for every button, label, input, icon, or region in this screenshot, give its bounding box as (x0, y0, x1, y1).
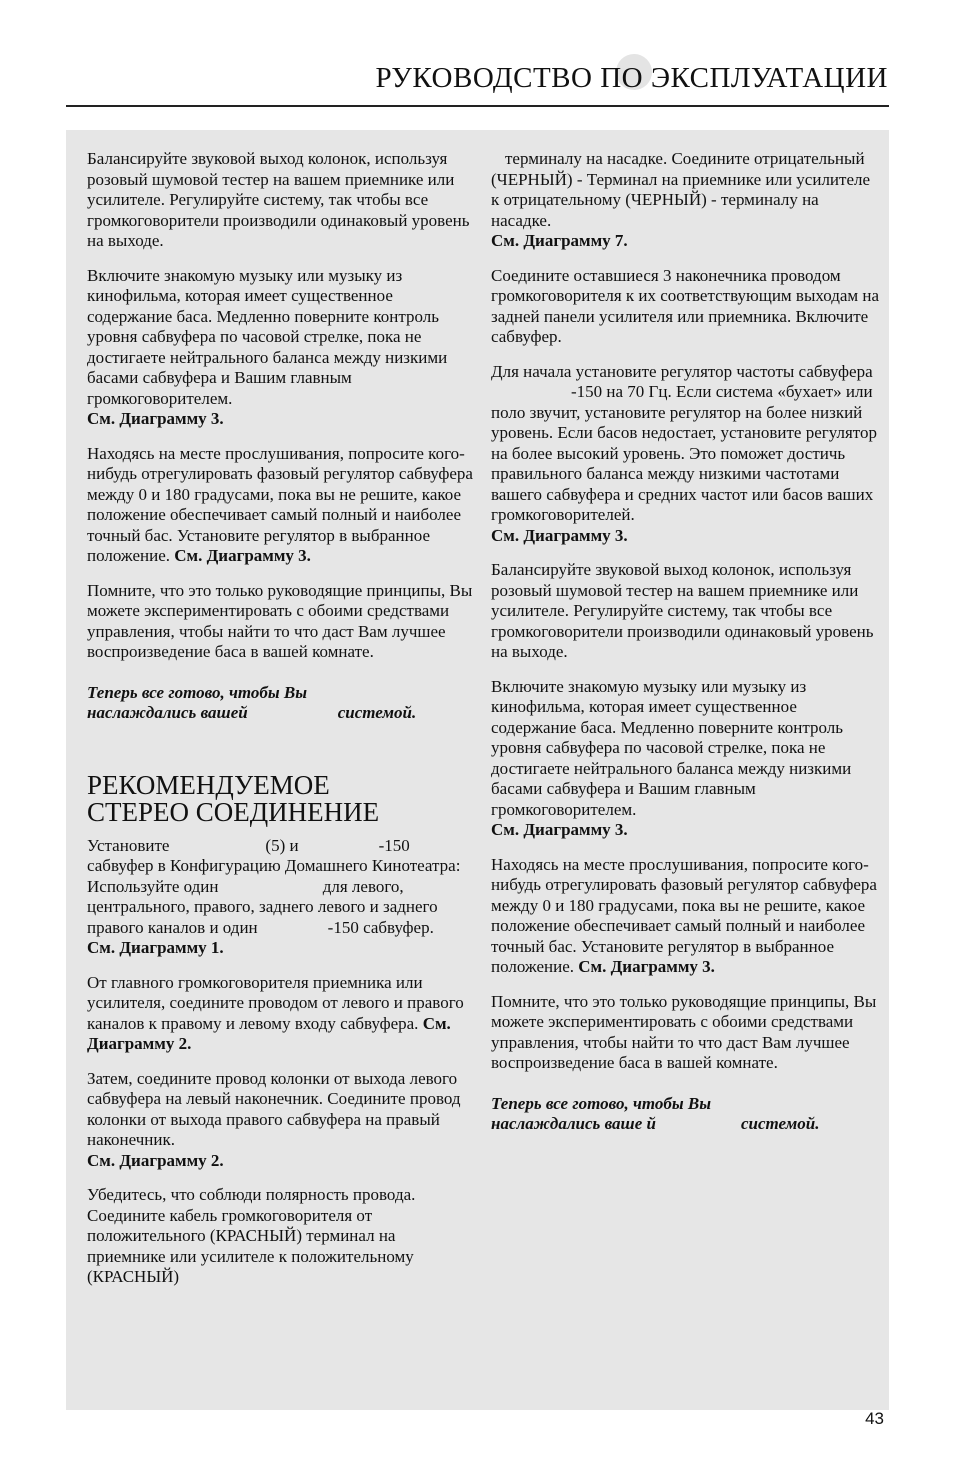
paragraph: Соедините оставшиеся 3 наконечника проводом громкоговорителя к их соответствующим выходам на задней панели усилителя или приемника. Включите сабвуфер. (491, 265, 880, 346)
paragraph: Помните, что это только руководящие принципы, Вы можете экспериментировать с обоими средствами управления, чтобы найти то что даст Вам лучшее воспроизведение баса в вашей комнате. (491, 991, 877, 1072)
paragraph-text: Затем, соедините провод колонки от выхода левого сабвуфера на левый наконечник. Соедините провод колонки от выхода правого сабвуфера на правый наконечник. (87, 1068, 461, 1149)
paragraph-text: От главного громкоговорителя приемника или усилителя, соедините проводом от левого и правого каналов к правому и левому входу сабвуфера. (87, 972, 464, 1033)
paragraph: Балансируйте звуковой выход колонок, используя розовый шумовой тестер на вашем приемнике или усилителе. Регулируйте систему, так чтобы все громкоговорители производили одинаковый уровень на выходе. (491, 560, 874, 661)
paragraph-text: для левого, центрального, правого, заднего левого и заднего правого каналов и один (87, 876, 438, 937)
diagram-reference: См. Диаграмму 3. (174, 546, 311, 565)
diagram-reference: См. Диаграмму 2. (87, 1150, 224, 1170)
heading-line: РЕКОМЕНДУЕМОЕ (87, 769, 330, 800)
paragraph-text: (5) и (265, 835, 299, 855)
note-line: системой. (337, 703, 417, 722)
note-line: наслаждались ваше й (491, 1114, 656, 1133)
closing-note (87, 683, 477, 724)
page-number: 43 (865, 1409, 884, 1428)
note-line: Теперь все готово, чтобы Вы (491, 1093, 712, 1113)
paragraph-text: Находясь на месте прослушивания, попросите кого-нибудь отрегулировать фазовый регулятор сабвуфера между 0 и 180 градусами, пока вы не решите, какое положение обеспечивает самый полный и наиболее точный бас. Установите регулятор в выбранное положение. (491, 854, 877, 976)
paragraph (87, 836, 477, 959)
diagram-reference: См. Диаграмму 3. (87, 409, 224, 428)
paragraph (87, 973, 477, 1055)
closing-note (491, 1094, 881, 1135)
right-column (491, 149, 881, 1149)
paragraph: Убедитесь, что соблюди полярность провода. Соедините кабель громкоговорителя от положительного (КРАСНЫЙ) терминал на приемнике или усилителе к положительному (КРАСНЫЙ) (87, 1185, 416, 1286)
paragraph (491, 677, 881, 841)
left-column (87, 149, 477, 1302)
diagram-reference: См. Диаграмму 3. (491, 820, 628, 839)
diagram-reference: См. Диаграмму 2. (87, 1013, 451, 1053)
paragraph-text: -150 (378, 835, 410, 855)
paragraph: Балансируйте звуковой выход колонок, используя розовый шумовой тестер на вашем приемнике или усилителе. Регулируйте систему, так чтобы все громкоговорители производили одинаковый уровень на выходе. (87, 149, 470, 250)
paragraph-text: -150 сабвуфер. (327, 917, 434, 937)
paragraph: Помните, что это только руководящие принципы, Вы можете экспериментировать с обоими средствами управления, чтобы найти то что даст Вам лучшее воспроизведение баса в вашей комнате. (87, 580, 473, 661)
note-line: Теперь все готово, чтобы Вы (87, 682, 308, 702)
paragraph-text: Для начала установите регулятор частоты сабвуфера (491, 361, 873, 381)
page-title: РУКОВОДСТВО ПО ЭКСПЛУАТАЦИИ (375, 62, 888, 94)
paragraph (491, 149, 881, 252)
header-divider (66, 105, 889, 107)
note-line: системой. (740, 1114, 820, 1133)
paragraph (491, 855, 881, 978)
section-heading (87, 769, 477, 827)
paragraph-text: Установите (87, 835, 170, 855)
paragraph-text: -150 на 70 Гц. Если система «бухает» или поло звучит, установите регулятор на более низкий уровень. Если басов недостает, установите регулятор на более высокий уровень. Это поможет достичь правильного баланса между низкими частотами вашего сабвуфера и средних частот или басов ваших громкоговорителей. (491, 382, 877, 524)
paragraph (491, 362, 881, 547)
diagram-reference: См. Диаграмму 3. (491, 525, 628, 545)
paragraph (87, 266, 477, 430)
diagram-reference: См. Диаграмму 3. (578, 957, 715, 976)
diagram-reference: См. Диаграмму 7. (491, 231, 628, 250)
paragraph-text: терминалу на насадке. Соедините отрицательный (ЧЕРНЫЙ) - Терминал на приемнике или усилителе к отрицательному (ЧЕРНЫЙ) - терминалу на насадке. (491, 149, 871, 230)
paragraph-text: Находясь на месте прослушивания, попросите кого-нибудь отрегулировать фазовый регулятор сабвуфера между 0 и 180 градусами, пока вы не решите, какое положение обеспечивает самый полный и наиболее точный бас. Установите регулятор в выбранное положение. (87, 443, 473, 565)
diagram-reference: См. Диаграмму 1. (87, 938, 224, 957)
heading-line: СТЕРЕО СОЕДИНЕНИЕ (87, 796, 380, 827)
paragraph (87, 1069, 477, 1172)
paragraph-text: сабвуфер в Конфигурацию Домашнего Кинотеатра: Используйте один (87, 856, 461, 896)
note-line: наслаждались вашей (87, 703, 248, 722)
paragraph-text: Включите знакомую музыку или музыку из кинофильма, которая имеет существенное содержание баса. Медленно поверните контроль уровня сабвуфера по часовой стрелке, пока не достигаете нейтрального баланса между низкими басами сабвуфера и Вашим главным громкоговорителем. (87, 265, 448, 408)
paragraph-text: Включите знакомую музыку или музыку из кинофильма, которая имеет существенное содержание баса. Медленно поверните контроль уровня сабвуфера по часовой стрелке, пока не достигаете нейтрального баланса между низкими басами сабвуфера и Вашим главным громкоговорителем. (491, 676, 852, 819)
paragraph (87, 444, 477, 567)
